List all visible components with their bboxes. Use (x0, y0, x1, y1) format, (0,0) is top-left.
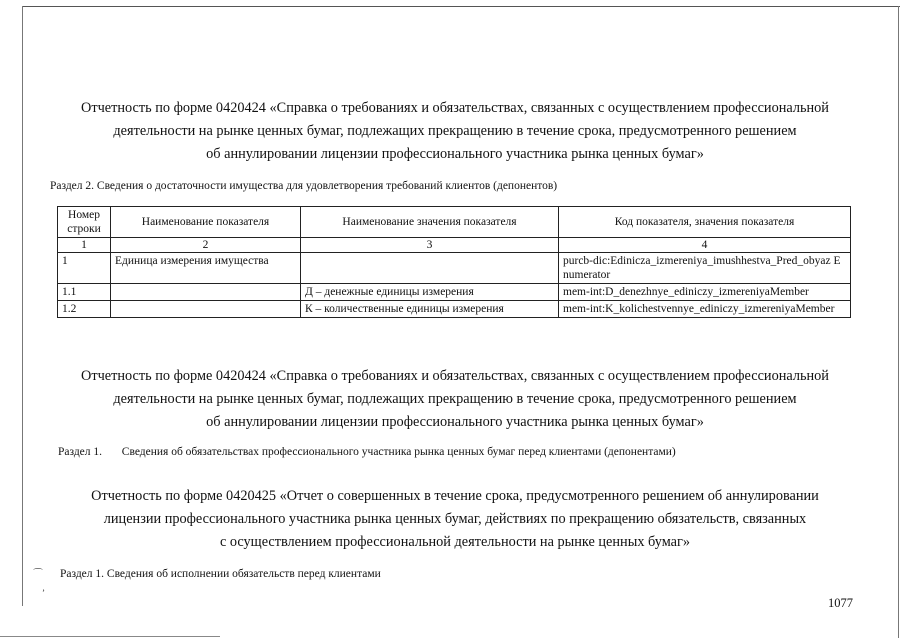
row-number: 1 (58, 253, 111, 284)
heading-form-0420424-repeat (40, 365, 870, 434)
heading-line: с осуществлением профессиональной деятельности на рынке ценных бумаг» (219, 534, 691, 550)
scan-edge-top (22, 6, 900, 7)
heading-form-0420425 (40, 485, 870, 554)
table-row (58, 301, 851, 318)
heading-line: Отчетность по форме 0420424 «Справка о требованиях и обязательствах, связанных с осуществлением профессиональной (81, 368, 829, 384)
table-column-numbers-row (58, 238, 851, 253)
column-number: 1 (58, 238, 111, 253)
indicator-name (111, 284, 301, 301)
section-1-execution: Раздел 1. Сведения об исполнении обязательств перед клиентами (60, 568, 381, 580)
heading-line: Отчетность по форме 0420424 «Справка о требованиях и обязательствах, связанных с осуществлением профессиональной (81, 100, 829, 116)
table-row (58, 253, 851, 284)
value-name: Д – денежные единицы измерения (301, 284, 559, 301)
header-indicator-name: Наименование показателя (111, 207, 301, 238)
column-number: 2 (111, 238, 301, 253)
row-number: 1.2 (58, 301, 111, 318)
heading-line: деятельности на рынке ценных бумаг, подлежащих прекращению в течение срока, предусмотренного решением (113, 123, 797, 139)
section-text: Сведения об обязательствах профессионального участника рынка ценных бумаг перед клиентами (депонентами) (121, 446, 676, 458)
section-label: Раздел 1. (58, 446, 103, 458)
scan-edge-bottom (0, 636, 220, 637)
header-indicator-code: Код показателя, значения показателя (559, 207, 851, 238)
value-name: К – количественные единицы измерения (301, 301, 559, 318)
header-row-number: Номер строки (58, 207, 111, 238)
indicator-name: Единица измерения имущества (111, 253, 301, 284)
row-number: 1.1 (58, 284, 111, 301)
scan-artifact-mark: ’ (42, 588, 45, 598)
scan-edge-left (22, 6, 23, 606)
heading-line: лицензии профессионального участника рынка ценных бумаг, действиях по прекращению обязательств, связанных (103, 511, 807, 527)
heading-form-0420424-top (40, 97, 870, 166)
heading-line: об аннулировании лицензии профессионального участника рынка ценных бумаг» (206, 146, 704, 162)
heading-line: Отчетность по форме 0420425 «Отчет о совершенных в течение срока, предусмотренного решением об аннулировании (91, 488, 819, 504)
scan-artifact-mark: ⌒ (33, 569, 43, 580)
heading-line: об аннулировании лицензии профессионального участника рынка ценных бумаг» (206, 414, 704, 430)
table-row (58, 284, 851, 301)
scan-edge-right (898, 6, 899, 638)
column-number: 3 (301, 238, 559, 253)
indicator-code: mem-int:K_kolichestvennye_ediniczy_izmereniyaMember (559, 301, 851, 318)
section-1-obligations (58, 446, 676, 458)
indicator-table (57, 206, 851, 318)
section-2-title: Раздел 2. Сведения о достаточности имущества для удовлетворения требований клиентов (депонентов) (50, 180, 558, 192)
page-number: 1077 (828, 596, 853, 610)
indicator-code: purcb-dic:Edinicza_izmereniya_imushhestva_Pred_obyaz Enumerator (559, 253, 851, 284)
value-name (301, 253, 559, 284)
indicator-name (111, 301, 301, 318)
indicator-code: mem-int:D_denezhnye_ediniczy_izmereniyaMember (559, 284, 851, 301)
table-header-row (58, 207, 851, 238)
header-value-name: Наименование значения показателя (301, 207, 559, 238)
heading-line: деятельности на рынке ценных бумаг, подлежащих прекращению в течение срока, предусмотренного решением (113, 391, 797, 407)
column-number: 4 (559, 238, 851, 253)
